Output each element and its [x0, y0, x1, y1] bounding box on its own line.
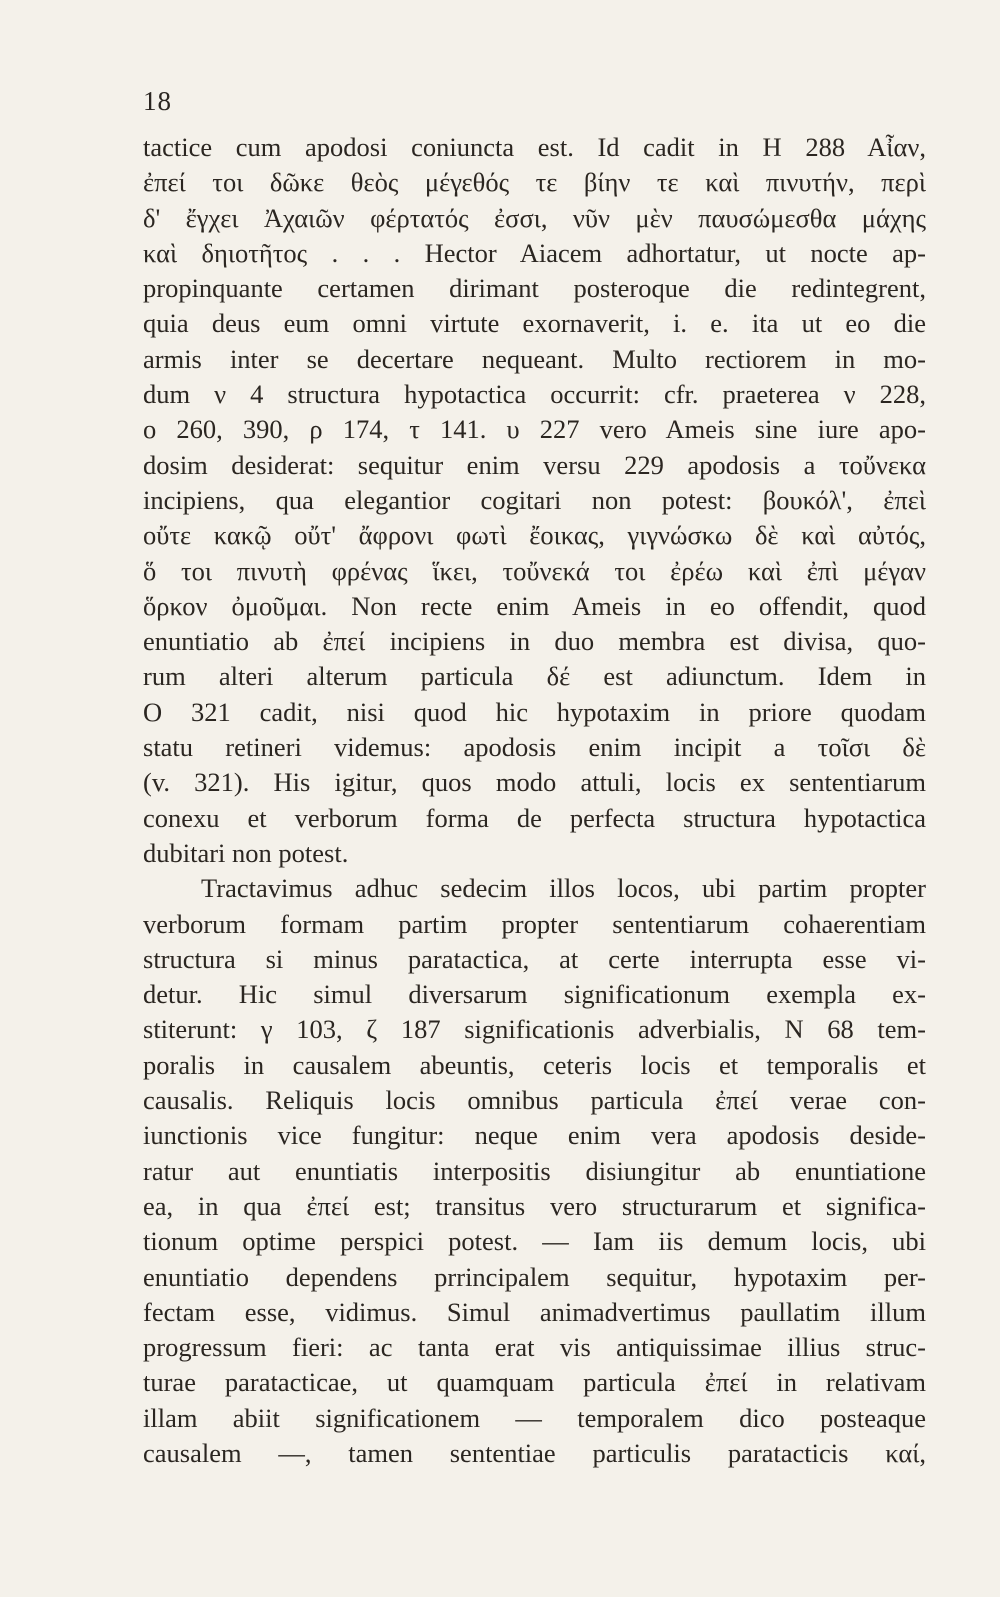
text-line: οὔτε κακῷ οὔτ' ἄφρονι φωτὶ ἔοικας, γιγνώσκω δὲ καὶ αὐτός,	[143, 520, 926, 551]
text-line: ἐπεί τοι δῶκε θεὸς μέγεθός τε βίην τε καὶ πινυτήν, περὶ	[143, 167, 926, 198]
text-line: rum alteri alterum particula δέ est adiunctum. Idem in	[143, 661, 926, 692]
text-line: δ' ἔγχει Ἀχαιῶν φέρτατός ἐσσι, νῦν μὲν παυσώμεσθα μάχης	[143, 202, 926, 233]
paragraph-end-line: dubitari non potest.	[143, 837, 349, 868]
text-line: statu retineri videmus: apodosis enim incipit a τοῖσι δὲ	[143, 732, 926, 763]
text-line: progressum fieri: ac tanta erat vis antiquissimae illius struc-	[143, 1332, 926, 1363]
text-line: ὅρκον ὀμοῦμαι. Non recte enim Ameis in eo offendit, quod	[143, 590, 926, 621]
text-line: enuntiatio dependens prrincipalem sequitur, hypotaxim per-	[143, 1261, 926, 1292]
text-line: causalem —, tamen sententiae particulis paratacticis καί,	[143, 1437, 926, 1468]
text-line: conexu et verborum forma de perfecta structura hypotactica	[143, 802, 926, 833]
text-line: tactice cum apodosi coniuncta est. Id cadit in Η 288 Αἶαν,	[143, 132, 926, 162]
text-line: poralis in causalem abeuntis, ceteris locis et temporalis et	[143, 1049, 926, 1080]
text-line: dum ν 4 structura hypotactica occurrit: cfr. praeterea ν 228,	[143, 379, 926, 410]
text-line: armis inter se decertare nequeant. Multo rectiorem in mo-	[143, 343, 926, 374]
text-line: καὶ δηιοτῆτος . . . Hector Aiacem adhortatur, ut nocte ap-	[143, 237, 926, 268]
text-line: ο 260, 390, ρ 174, τ 141. υ 227 vero Ameis sine iure apo-	[143, 414, 926, 445]
text-line: quia deus eum omni virtute exornaverit, i. e. ita ut eo die	[143, 308, 926, 339]
text-line: incipiens, qua elegantior cogitari non potest: βουκόλ', ἐπεὶ	[143, 484, 926, 515]
text-line: verborum formam partim propter sententiarum cohaerentiam	[143, 908, 926, 939]
text-line: iunctionis vice fungitur: neque enim vera apodosis deside-	[143, 1120, 926, 1151]
text-line: ratur aut enuntiatis interpositis disiungitur ab enuntiatione	[143, 1155, 926, 1186]
text-line: stiterunt: γ 103, ζ 187 significationis adverbialis, Ν 68 tem-	[143, 1014, 926, 1045]
text-line: causalis. Reliquis locis omnibus particula ἐπεί verae con-	[143, 1085, 926, 1116]
text-line: tionum optime perspici potest. — Iam iis demum locis, ubi	[143, 1226, 926, 1257]
text-line: fectam esse, vidimus. Simul animadvertimus paullatim illum	[143, 1296, 926, 1327]
text-line: turae paratacticae, ut quamquam particula ἐπεί in relativam	[143, 1367, 926, 1398]
text-line: detur. Hic simul diversarum significationum exempla ex-	[143, 979, 926, 1010]
text-line: enuntiatio ab ἐπεί incipiens in duo membra est divisa, quo-	[143, 626, 926, 657]
text-line: (v. 321). His igitur, quos modo attuli, locis ex sententiarum	[143, 767, 926, 798]
text-line: ὅ τοι πινυτὴ φρένας ἵκει, τοὔνεκά τοι ἐρέω καὶ ἐπὶ μέγαν	[143, 555, 926, 586]
text-line: dosim desiderat: sequitur enim versu 229 apodosis a τοὔνεκα	[143, 449, 926, 480]
text-line: Ο 321 cadit, nisi quod hic hypotaxim in priore quodam	[143, 696, 926, 727]
text-line: propinquante certamen dirimant posteroque die redintegrent,	[143, 273, 926, 304]
text-line: ea, in qua ἐπεί est; transitus vero structurarum et significa-	[143, 1190, 926, 1221]
page-number: 18	[143, 86, 172, 116]
text-line: structura si minus paratactica, at certe interrupta esse vi-	[143, 943, 926, 974]
text-line: illam abiit significationem — temporalem dico posteaque	[143, 1402, 926, 1433]
paragraph-start-line: Tractavimus adhuc sedecim illos locos, ubi partim propter	[201, 873, 926, 904]
body-text	[143, 130, 926, 1471]
